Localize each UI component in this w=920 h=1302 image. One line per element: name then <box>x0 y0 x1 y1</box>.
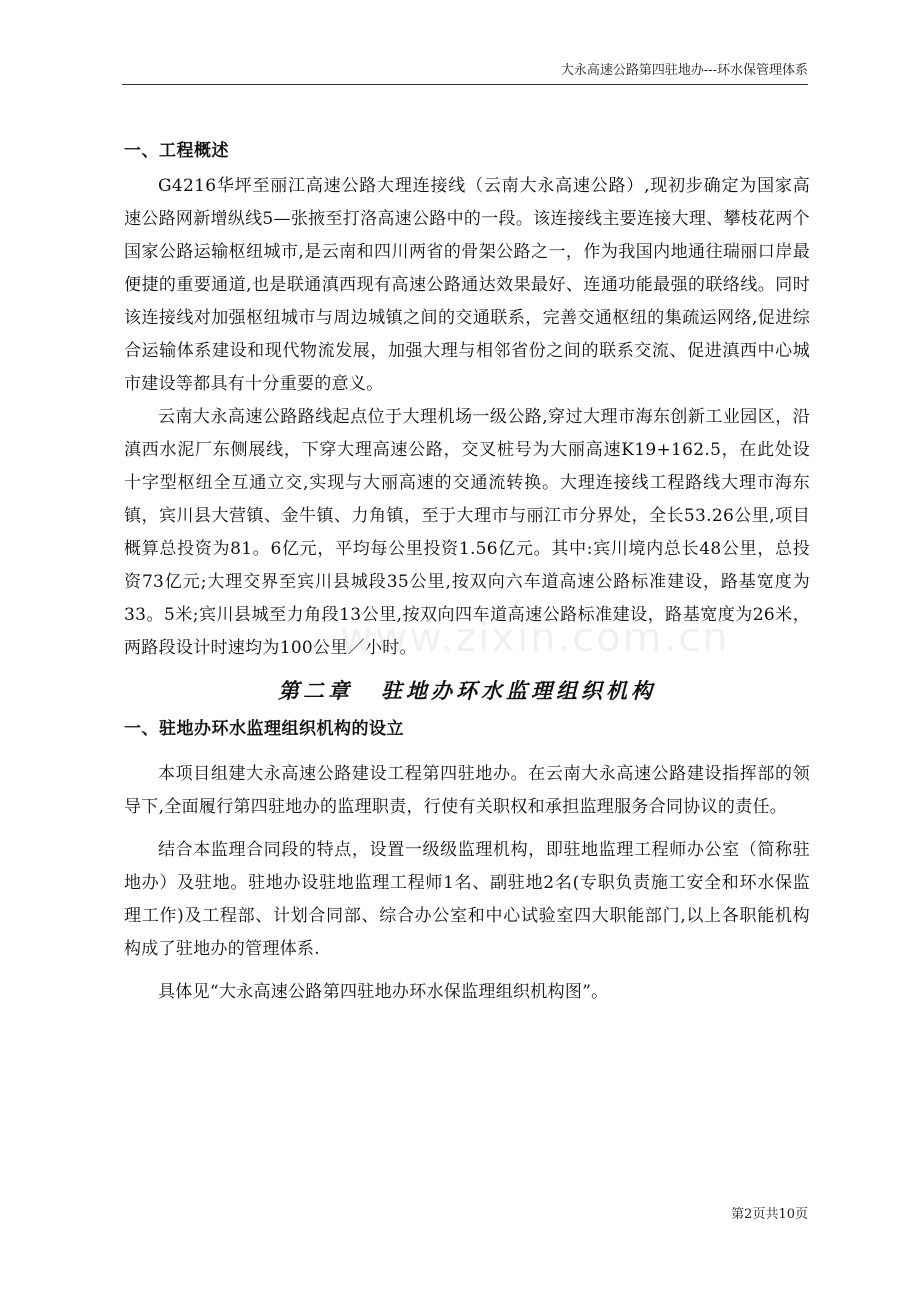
chapter-name: 驻地办环水监理组织机构 <box>381 678 656 703</box>
watermark: www.zixin.com.cn <box>340 615 730 661</box>
header-rule <box>122 84 808 85</box>
chapter-title <box>124 671 810 711</box>
page-footer: 第2页共10页 <box>731 1207 808 1222</box>
document-body <box>124 133 810 1009</box>
paragraph: G4216华坪至丽江高速公路大理连接线（云南大永高速公路）,现初步确定为国家高速公路网新增纵线5—张掖至打洛高速公路中的一段。该连接线主要连接大理、攀枝花两个国家公路运输枢纽城市,是云南和四川两省的骨架公路之一，作为我国内地通往瑞丽口岸最便捷的重要通道,也是联通滇西现有高速公路通达效果最好、连通功能最强的联络线。同时该连接线对加强枢纽城市与周边城镇之间的交通联系，完善交通枢纽的集疏运网络,促进综合运输体系建设和现代物流发展，加强大理与相邻省份之间的联系交流、促进滇西中心城市建设等都具有十分重要的意义。 <box>124 176 810 394</box>
running-header: 大永高速公路第四驻地办---环水保管理体系 <box>560 63 808 78</box>
paragraph: 结合本监理合同段的特点，设置一级级监理机构，即驻地监理工程师办公室（简称驻地办）及驻地。驻地办设驻地监理工程师1名、副驻地2名(专职负责施工安全和环水保监理工作)及工程部、计划合同部、综合办公室和中心试验室四大职能部门,以上各职能机构构成了驻地办的管理体系. <box>124 840 810 959</box>
paragraph: 具体见“大永高速公路第四驻地办环水保监理组织机构图”。 <box>158 982 609 1002</box>
section-heading-overview: 一、工程概述 <box>124 141 229 161</box>
paragraph: 云南大永高速公路路线起点位于大理机场一级公路,穿过大理市海东创新工业园区，沿滇西水泥厂东侧展线，下穿大理高速公路，交叉桩号为大丽高速K19+162.5，在此处设十字型枢纽全互通立交,实现与大丽高速的交通流转换。大理连接线工程路线大理市海东镇，宾川县大营镇、金牛镇、力角镇，至于大理市与丽江市分界处，全长53.26公里,项目概算总投资为81。6亿元，平均每公里投资1.56亿元。其中:宾川境内总长48公里，总投资73亿元;大理交界至宾川县城段35公里,按双向六车道高速公路标准建设，路基宽度为33。5米;宾川县城至力角段13公里,按双向四车道高速公路标准建设，路基宽度为26米，两路段设计时速均为100公里／小时。 <box>124 407 810 658</box>
chapter-number: 第二章 <box>278 678 353 703</box>
paragraph: 本项目组建大永高速公路建设工程第四驻地办。在云南大永高速公路建设指挥部的领导下,全面履行第四驻地办的监理职责，行使有关职权和承担监理服务合同协议的责任。 <box>124 764 810 817</box>
section-heading-organization: 一、驻地办环水监理组织机构的设立 <box>124 719 404 739</box>
